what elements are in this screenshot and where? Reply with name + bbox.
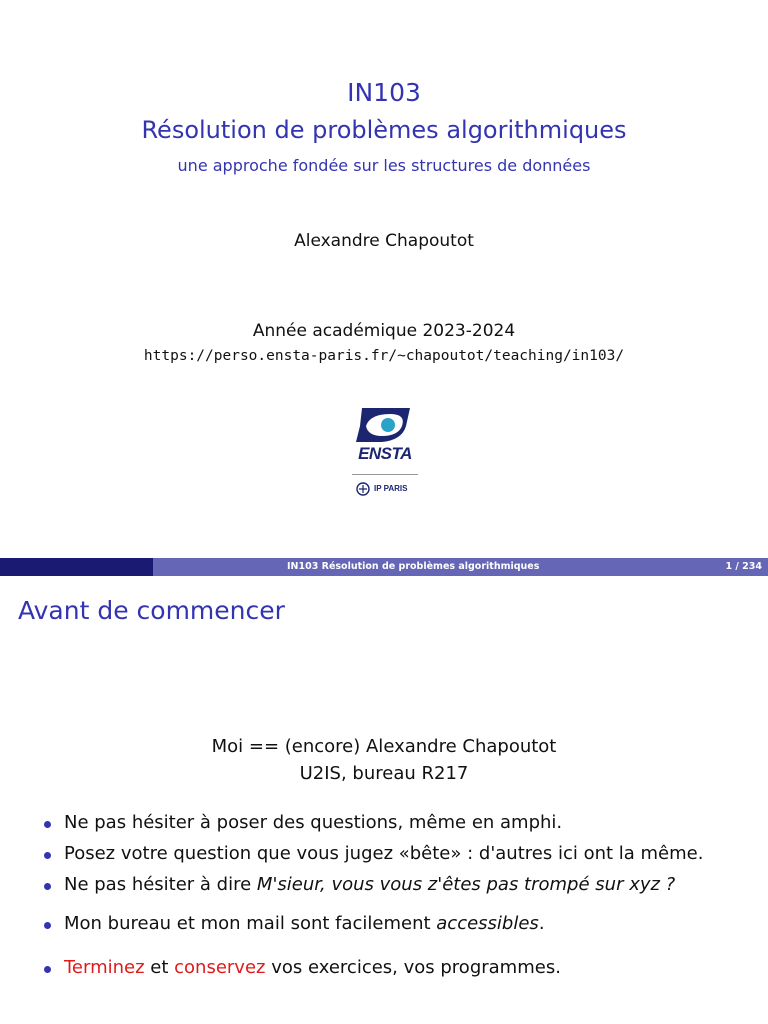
bullet-text: Mon bureau et mon mail sont facilement [64,913,437,934]
bullet-list [44,808,703,979]
page-number: 1 / 234 [725,561,762,572]
course-code: IN103 [347,78,421,107]
bullet-text: vos exercices, vos programmes. [265,957,561,978]
bullet-emphasis: accessibles [436,913,539,934]
footer-right-block [153,558,768,576]
list-item [44,812,703,834]
ip-paris-emblem-icon [356,482,370,496]
content-slide [0,576,768,1024]
bullet-text: . [538,913,545,934]
logo-subtext: IP PARIS [374,484,408,493]
bullet-text: Posez votre question que vous jugez «bête» : d'autres ici ont la même. [64,843,704,864]
list-item [44,913,703,935]
slide-footer [0,558,768,576]
ensta-emblem-icon [352,404,418,444]
bullet-text: Ne pas hésiter à poser des questions, même en amphi. [64,812,563,833]
footer-title: IN103 Résolution de problèmes algorithmiques [287,561,540,572]
slide-subtitle: une approche fondée sur les structures de données [177,156,591,175]
course-url[interactable]: https://perso.ensta-paris.fr/~chapoutot/teaching/in103/ [143,348,625,364]
highlight-word: Terminez [64,957,145,978]
list-item [44,843,703,865]
bullet-emphasis: M'sieur, vous vous z'êtes pas trompé sur xyz ? [256,874,676,895]
frame-title: Avant de commencer [18,596,285,625]
logo-text: ENSTA [358,444,412,463]
intro-line-2: U2IS, bureau R217 [299,763,469,784]
intro-line-1: Moi == (encore) Alexandre Chapoutot [211,736,557,757]
ip-paris-logo [354,482,418,496]
author-name: Alexandre Chapoutot [294,231,474,251]
footer-left-block [0,558,153,576]
list-item [44,874,703,896]
slide-title: Résolution de problèmes algorithmiques [141,116,627,144]
bullet-text: et [144,957,175,978]
list-item [44,957,703,979]
logo-divider [352,474,418,475]
academic-year: Année académique 2023-2024 [252,321,516,341]
bullet-text: Ne pas hésiter à dire [64,874,257,895]
ensta-logo [352,404,418,500]
highlight-word: conservez [174,957,266,978]
